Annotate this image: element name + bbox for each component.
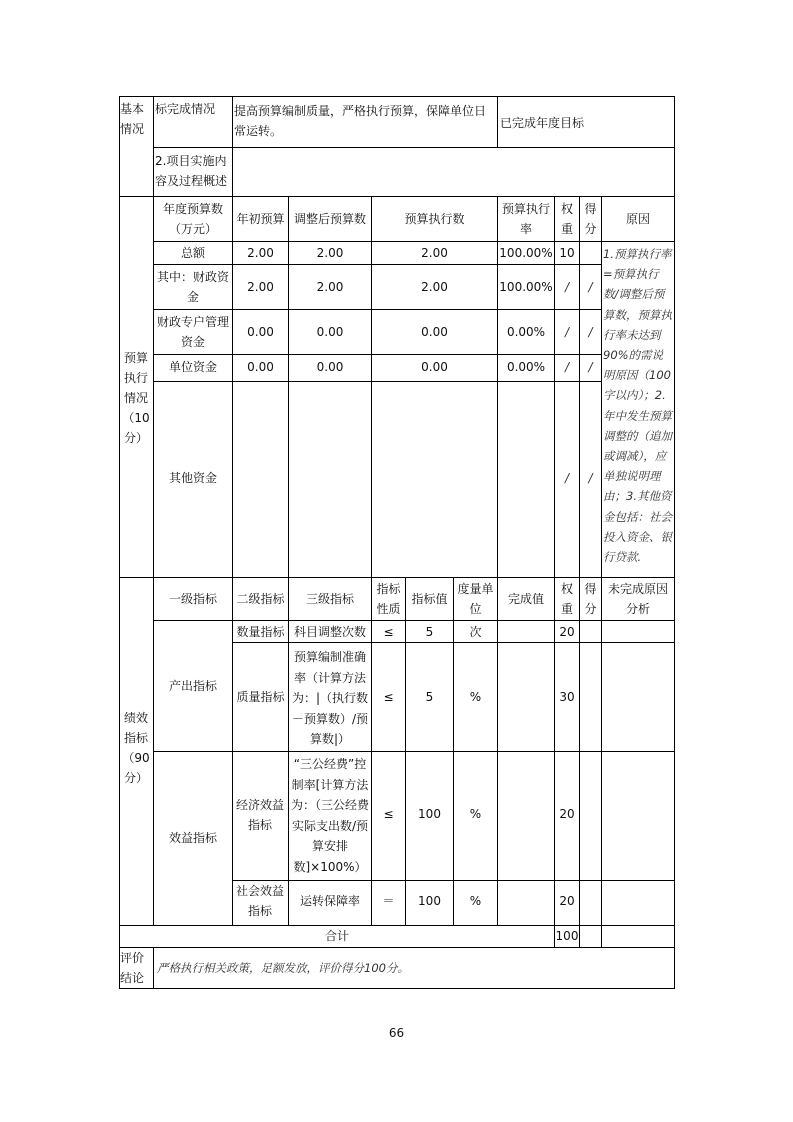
page-number: 66: [388, 1026, 405, 1040]
budget-cell: 100.00%: [499, 280, 553, 294]
conclusion-text: 严格执行相关政策，足额发放，评价得分100分。: [157, 961, 409, 975]
perf-l2: 经济效益指标: [235, 798, 284, 832]
perf-l3: 科目调整次数: [293, 625, 366, 639]
perf-header-l2: 二级指标: [236, 592, 285, 606]
goal-status: 已完成年度目标: [500, 116, 585, 130]
budget-cell: 100.00%: [499, 246, 553, 260]
perf-header-score: 得分: [584, 582, 597, 616]
perf-nature: ≤: [383, 690, 394, 704]
budget-header-rate: 预算执行率: [501, 202, 550, 236]
budget-section-label: 预算执行情况（10分）: [122, 351, 150, 445]
perf-header-nature: 指标性质: [376, 582, 401, 616]
perf-l3: 预算编制准确率（计算方法为：|（执行数－预算数）/预算数|）: [291, 650, 369, 746]
budget-cell: /: [588, 360, 593, 374]
budget-row-label: 单位资金: [168, 360, 217, 374]
perf-unit: %: [469, 690, 482, 704]
perf-header-l1: 一级指标: [168, 592, 217, 606]
perf-value: 100: [418, 894, 441, 908]
budget-cell: 0.00: [421, 360, 448, 374]
budget-header-initial: 年初预算: [236, 212, 285, 226]
budget-cell: 2.00: [316, 280, 344, 294]
budget-cell: /: [564, 471, 570, 485]
budget-cell: 0.00: [247, 360, 274, 374]
budget-header-score: 得分: [584, 202, 597, 236]
perf-value: 5: [425, 690, 434, 704]
budget-header-reason: 原因: [625, 212, 650, 226]
perf-unit: %: [469, 807, 482, 821]
perf-nature: ≤: [383, 807, 394, 821]
budget-cell: /: [588, 280, 593, 294]
budget-reason-note: 1.预算执行率=预算执行数/调整后预算数，预算执行率未达到90%的需说明原因（100字以内）；2.年中发生预算调整的（追加或调减），应单独说明理由；3.其他资金包括：社会投入资金、银行贷款.: [603, 247, 672, 565]
perf-l1-output: 产出指标: [168, 679, 217, 693]
perf-weight: 30: [559, 690, 575, 704]
perf-nature: ＝: [382, 894, 395, 908]
conclusion-label: 评价结论: [120, 951, 145, 985]
perf-l3: 运转保障率: [299, 894, 360, 908]
budget-cell: /: [564, 360, 570, 374]
perf-l2: 社会效益指标: [235, 884, 284, 918]
budget-cell: 2.00: [247, 246, 274, 260]
perf-header-reason: 未完成原因分析: [607, 582, 668, 616]
perf-l1-benefit: 效益指标: [168, 831, 217, 845]
perf-weight: 20: [559, 807, 575, 821]
goal-text: 提高预算编制质量，严格执行预算，保障单位日常运转。: [234, 104, 487, 138]
perf-l3: “三公经费”控制率[计算方法为：（三公经费实际支出数/预算安排数]×100%）: [290, 757, 369, 874]
perf-weight: 20: [559, 625, 575, 639]
budget-cell: /: [588, 471, 593, 485]
budget-header-adjusted: 调整后预算数: [293, 212, 366, 226]
budget-cell: 0.00%: [506, 325, 546, 339]
budget-cell: /: [564, 325, 570, 339]
budget-header-executed: 预算执行数: [404, 212, 465, 226]
budget-cell: 0.00: [316, 360, 344, 374]
basic-section-label: 基本情况: [120, 102, 145, 136]
budget-cell: 0.00: [421, 325, 448, 339]
perf-weight: 20: [559, 894, 575, 908]
budget-header-weight: 权重: [560, 202, 573, 236]
perf-header-unit: 度量单位: [457, 582, 494, 616]
perf-total-weight: 100: [555, 929, 579, 943]
budget-cell: 2.00: [421, 246, 448, 260]
perf-nature: ≤: [383, 625, 394, 639]
budget-cell: 2.00: [247, 280, 274, 294]
budget-cell: 10: [559, 246, 575, 260]
perf-l2: 数量指标: [236, 625, 285, 639]
impl-label: 2.项目实施内容及过程概述: [155, 154, 228, 188]
budget-row-label: 财政专户管理资金: [156, 315, 229, 349]
budget-row-label: 其他资金: [168, 471, 217, 485]
perf-header-weight: 权重: [560, 582, 573, 616]
budget-cell: /: [588, 325, 593, 339]
budget-row-label: 总额: [180, 246, 205, 260]
perf-value: 100: [418, 807, 441, 821]
perf-header-value: 指标值: [411, 592, 448, 606]
perf-unit: 次: [469, 625, 482, 639]
budget-cell: 2.00: [316, 246, 344, 260]
budget-cell: 2.00: [421, 280, 448, 294]
perf-header-done: 完成值: [507, 592, 544, 606]
budget-cell: 0.00: [316, 325, 344, 339]
perf-value: 5: [425, 625, 434, 639]
budget-cell: /: [564, 280, 570, 294]
budget-header-annual: 年度预算数（万元）: [162, 202, 223, 236]
goal-label: 标完成情况: [155, 102, 216, 116]
perf-total-label: 合计: [324, 929, 349, 943]
perf-header-l3: 三级指标: [305, 592, 354, 606]
budget-cell: 0.00: [247, 325, 274, 339]
perf-unit: %: [469, 894, 482, 908]
budget-cell: 0.00%: [506, 360, 546, 374]
budget-row-label: 其中：财政资金: [156, 270, 229, 304]
perf-l2: 质量指标: [236, 690, 285, 704]
perf-section-label: 绩效指标（90分）: [122, 711, 150, 785]
